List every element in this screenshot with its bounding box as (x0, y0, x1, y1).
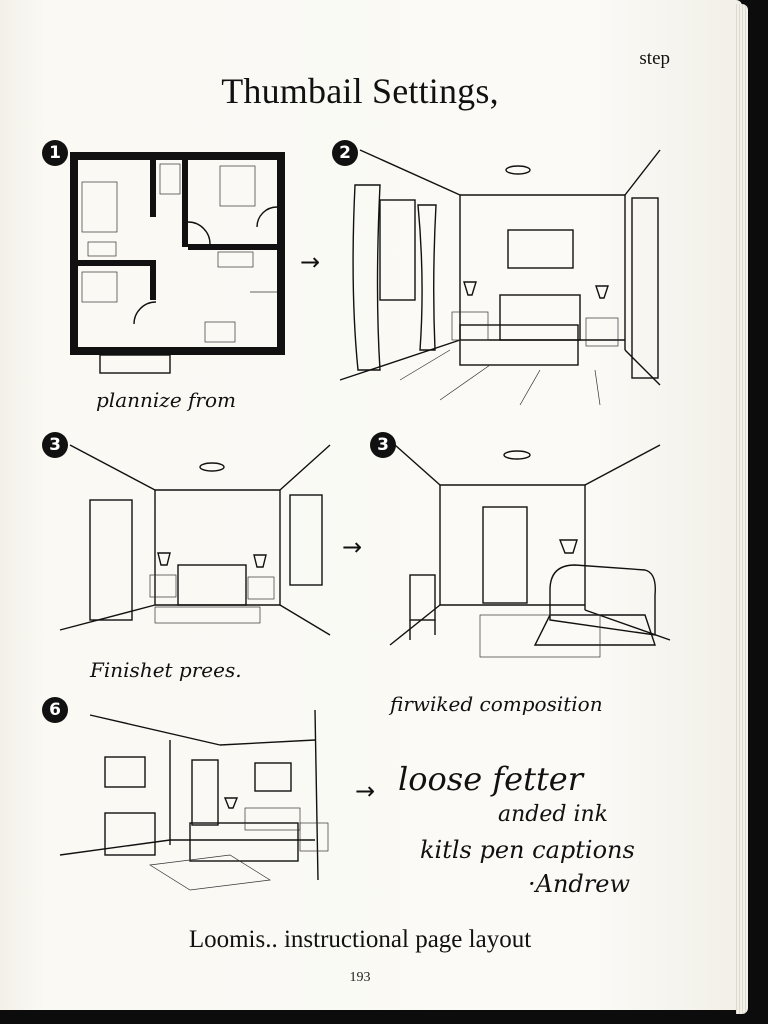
note-line-2: anded ink (498, 802, 608, 827)
caption-step-1: plannize from (96, 388, 236, 412)
step-label: step (639, 48, 670, 69)
page-title: Thumbail Settings, (221, 71, 499, 111)
step-badge-2: 2 (332, 140, 358, 166)
footer-text: Loomis.. instructional page layout (188, 926, 532, 953)
page-edge (736, 4, 748, 1014)
arrow-icon: → (355, 777, 376, 805)
caption-step-3: Finishet prees. (90, 658, 242, 682)
caption-step-4: firwiked composition (390, 692, 603, 716)
bedroom-sketch-icon (340, 150, 670, 410)
note-line-1: loose fetter (398, 760, 584, 798)
floor-plan-icon (70, 152, 285, 377)
note-line-4: ·Andrew (528, 870, 630, 898)
arrow-icon: → (342, 533, 363, 561)
step-badge-1: 1 (42, 140, 68, 166)
final-bedroom-sketch-icon (60, 705, 335, 895)
note-line-3: kitls pen captions (420, 836, 635, 864)
page-number: 193 (349, 970, 371, 985)
room-with-chair-sketch-icon (385, 445, 675, 665)
step-badge-3: 3 (42, 432, 68, 458)
living-room-sketch-icon (60, 445, 335, 645)
arrow-icon: → (300, 248, 321, 276)
step-badge-5: 6 (42, 697, 68, 723)
step-badge-4: 3 (370, 432, 396, 458)
